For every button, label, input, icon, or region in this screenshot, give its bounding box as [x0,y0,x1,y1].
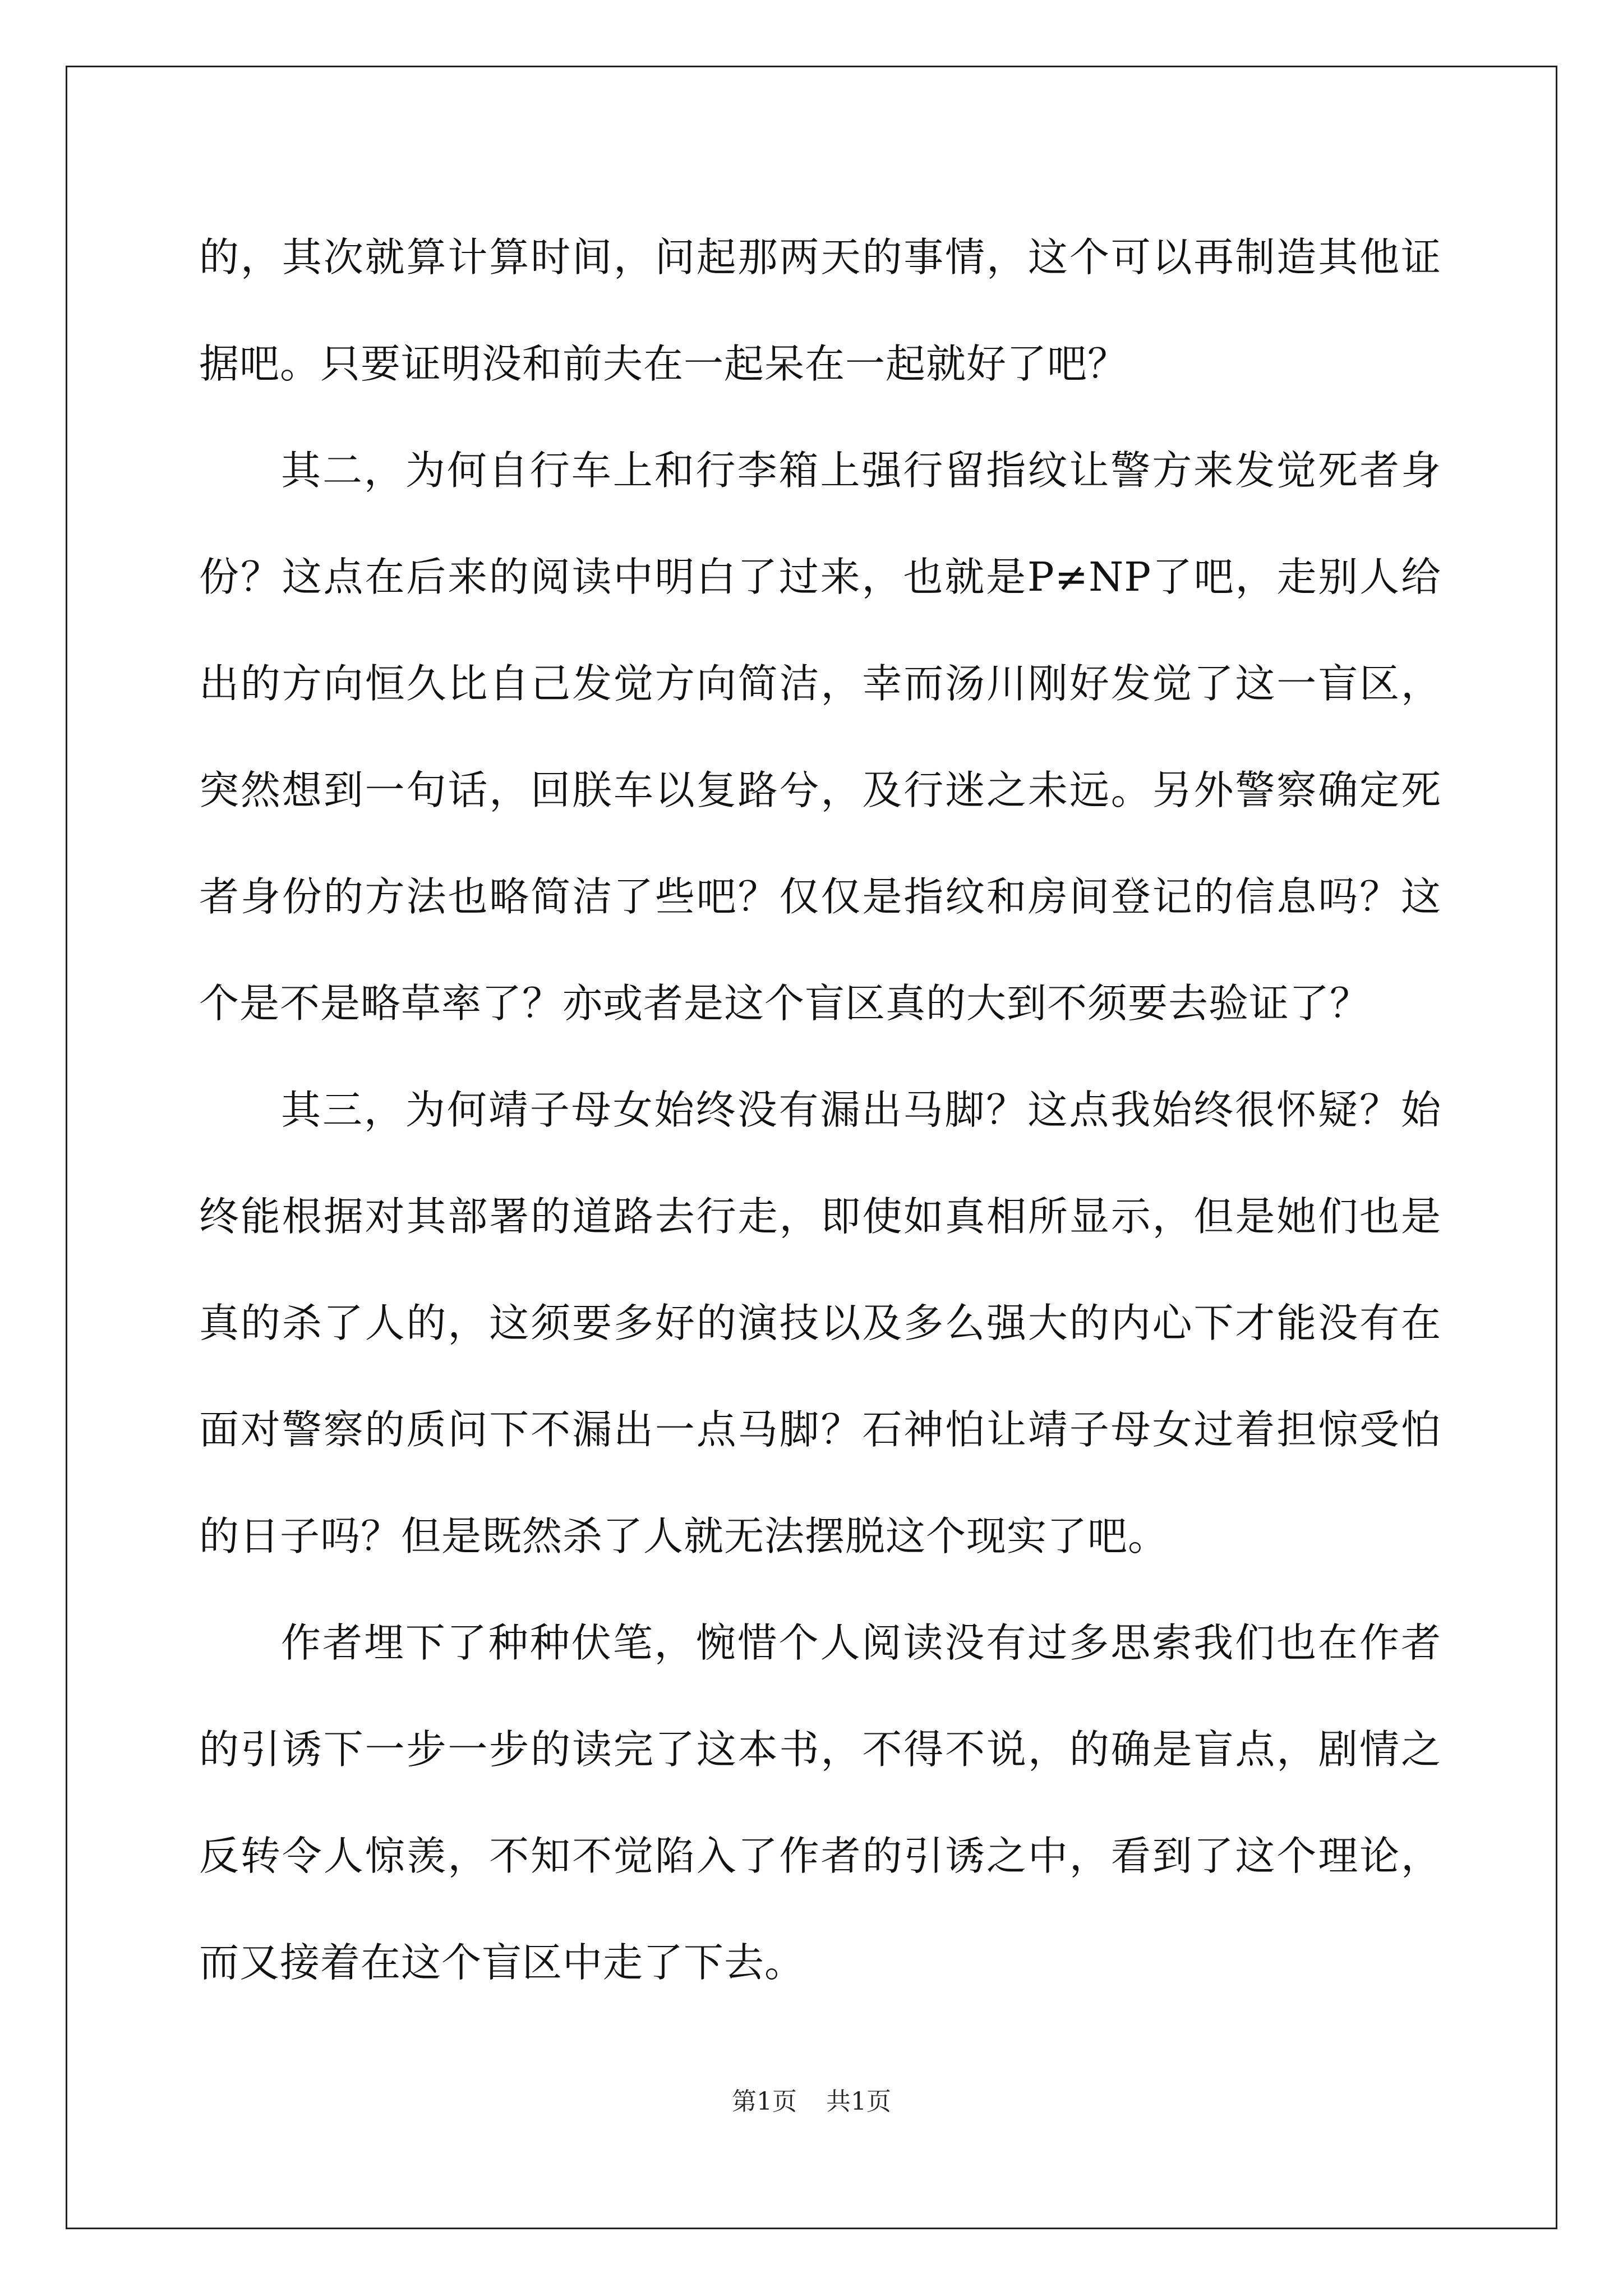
page-footer [0,2081,1623,2117]
paragraph-point-three: 其三，为何靖子母女始终没有漏出马脚？这点我始终很怀疑？始终能根据对其部署的道路去行走，即使如真相所显示，但是她们也是真的杀了人的，这须要多好的演技以及多么强大的内心下才能没有在面对警察的质问下不漏出一点马脚？石神怕让靖子母女过着担惊受怕的日子吗？但是既然杀了人就无法摆脱这个现实了吧。 [199,1087,1441,1559]
paragraph-conclusion: 作者埋下了种种伏笔，惋惜个人阅读没有过多思索我们也在作者的引诱下一步一步的读完了这本书，不得不说，的确是盲点，剧情之反转令人惊羡，不知不觉陷入了作者的引诱之中，看到了这个理论，而又接着在这个盲区中走了下去。 [199,1619,1441,1986]
document-body [199,204,1441,2016]
page-total: 共1页 [826,2087,891,2116]
paragraph-point-two: 其二，为何自行车上和行李箱上强行留指纹让警方来发觉死者身份？这点在后来的阅读中明白了过来，也就是P≠NP了吧，走别人给出的方向恒久比自己发觉方向简洁，幸而汤川刚好发觉了这一盲区，突然想到一句话，回朕车以复路兮，及行迷之未远。另外警察确定死者身份的方法也略简洁了些吧？仅仅是指纹和房间登记的信息吗？这个是不是略草率了？亦或者是这个盲区真的大到不须要去验证了？ [199,447,1441,1027]
paragraph-continuation: 的，其次就算计算时间，问起那两天的事情，这个可以再制造其他证据吧。只要证明没和前夫在一起呆在一起就好了吧？ [199,234,1441,387]
page-number: 第1页 [732,2087,797,2116]
